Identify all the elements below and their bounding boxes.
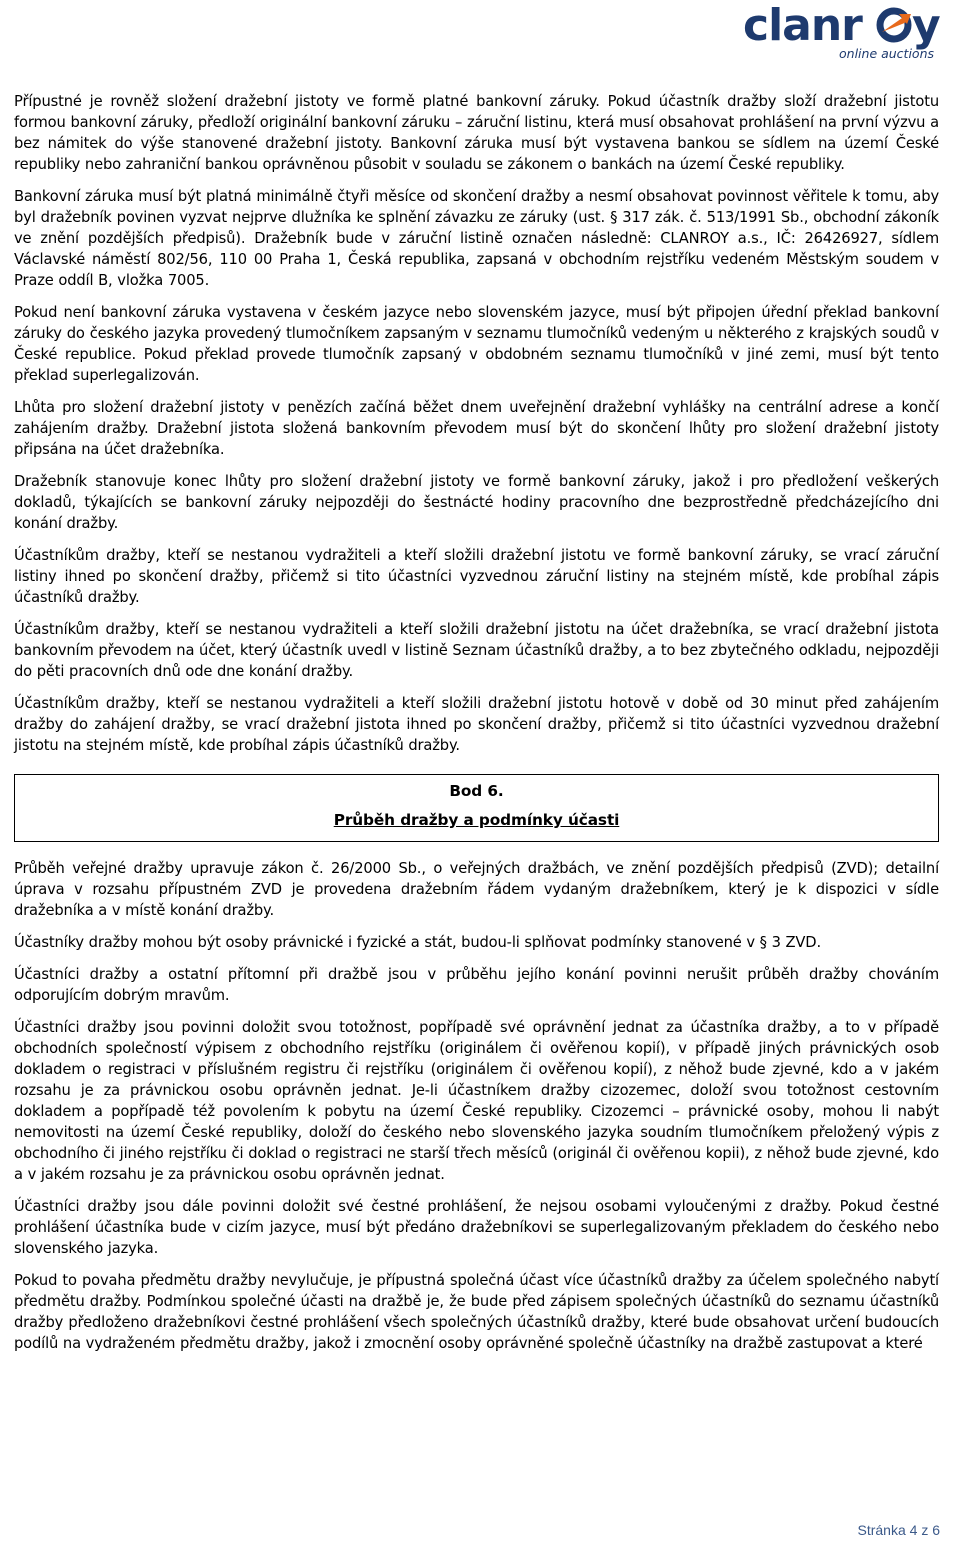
paragraph-conduct: Účastníci dražby a ostatní přítomní při dražbě jsou v průběhu jejího konání povinni nerušit průběh dražby chováním odporujícím dobrým mravům. (14, 966, 939, 1004)
page-number: Stránka 4 z 6 (857, 1522, 940, 1538)
paragraph-return-cash: Účastníkům dražby, kteří se nestanou vydražiteli a kteří složili dražební jistotu hotově v době od 30 minut před zahájením dražby do zahájení dražby, se vrací dražební jistota ihned po skončení dražby, přičemž si tito účastníci vyzvednou dražební jistotu na stejném místě, kde probíhal zápis účastníků dražby. (14, 695, 939, 754)
paragraph-guarantee-deadline: Dražebník stanovuje konec lhůty pro složení dražební jistoty ve formě bankovní záruky, jakož i pro předložení veškerých dokladů, týkajících se bankovní záruky nejpozději do šestnácté hodiny pracovního dne bezprostředně předcházejícího dni konání dražby. (14, 473, 939, 532)
paragraph-bank-guarantee-validity: Bankovní záruka musí být platná minimálně čtyři měsíce od skončení dražby a nesmí obsahovat povinnost věřitele k tomu, aby byl dražebník povinen vyzvat nejprve dlužníka ke splnění závazku ze záruky (ust. § 317 zák. č. 513/1991 Sb., obchodní zákoník ve znění pozdějších předpisů). Dražebník bude v záruční listině označen následně: CLANROY a.s., IČ: 26426927, sídlem Václavské náměstí 802/56, 110 00 Praha 1, Česká republika, zapsaná v obchodním rejstříku vedeném Městským soudem v Praze oddíl B, vložka 7005. (14, 188, 939, 289)
paragraph-deposit-deadline: Lhůta pro složení dražební jistoty v penězích začíná běžet dnem uveřejnění dražební vyhlášky na centrální adrese a končí zahájením dražby. Dražební jistota složená bankovním převodem musí být do skončení lhůty pro složení dražební jistoty připsána na účet dražebníka. (14, 399, 939, 458)
logo-y-arrow-icon (880, 11, 911, 39)
paragraph-declaration: Účastníci dražby jsou dále povinni doložit své čestné prohlášení, že nejsou osobami vyloučenými z dražby. Pokud čestné prohlášení účastníka bude v cizím jazyce, musí být předáno dražebníkovi se superlegalizovaným překladem do českého nebo slovenského jazyka. (14, 1198, 939, 1257)
clanroy-logo (741, 2, 956, 64)
document-body (14, 91, 939, 1365)
paragraph-return-transfer: Účastníkům dražby, kteří se nestanou vydražiteli a kteří složili dražební jistotu na účet dražebníka, se vrací dražební jistota bankovním převodem na účet, který účastník uvedl v listině Seznam účastníků dražby, a to bez zbytečného odkladu, nejpozději do pěti pracovních dnů ode dne konání dražby. (14, 621, 939, 680)
svg-text:online auctions: online auctions (839, 46, 935, 61)
section-title: Průběh dražby a podmínky účasti (333, 811, 620, 829)
paragraph-identity: Účastníci dražby jsou povinni doložit svou totožnost, popřípadě své oprávnění jednat za účastníka dražby, a to v případě obchodních společností výpisem z obchodního rejstříku (originálem či ověřenou kopií), v případě jiných právnických osob dokladem o registraci v příslušném registru či rejstříku (originálem či ověřenou kopií), z něhož bude zjevné, kdo a v jakém rozsahu je za právnickou osobu oprávněn jednat. Je-li účastníkem dražby cizozemec, doloží svou totožnost cestovním dokladem a popřípadě též povolením k pobytu na území České republiky. Cizozemci – právnické osoby, mohou li nabýt nemovitosti na území České republiky, doloží do českého nebo slovenského jazyka soudním tlumočníkem přeložený výpis z obchodního či jiného rejstříku či doklad o registraci ne starší třech měsíců (originál či ověřenou kopii), z něhož bude zjevné, kdo a v jakém rozsahu je za právnickou osobu oprávněn jednat. (14, 1019, 939, 1183)
paragraph-legal-basis: Průběh veřejné dražby upravuje zákon č. 26/2000 Sb., o veřejných dražbách, ve znění pozdějších předpisů (ZVD); detailní úprava v rozsahu přípustném ZVD je provedena dražebním řádem vydaným dražebníkem, který je k dispozici v sídle dražebníka a v místě konání dražby. (14, 860, 939, 919)
section-heading-box (14, 774, 939, 842)
paragraph-translation: Pokud není bankovní záruka vystavena v českém jazyce nebo slovenském jazyce, musí být připojen úřední překlad bankovní záruky do českého jazyka provedený tlumočníkem zapsaným v seznamu tlumočníků vedeným u některého z krajských soudů v České republice. Pokud překlad provede tlumočník zapsaný v obdobném seznamu tlumočníků v jiné zemi, musí být tento překlad superlegalizován. (14, 304, 939, 384)
svg-text:y: y (912, 2, 941, 51)
section-number: Bod 6. (449, 782, 504, 800)
paragraph-participants: Účastníky dražby mohou být osoby právnické i fyzické a stát, budou-li splňovat podmínky stanovené v § 3 ZVD. (14, 934, 821, 951)
paragraph-return-guarantee: Účastníkům dražby, kteří se nestanou vydražiteli a kteří složili dražební jistotu ve formě bankovní záruky, se vrací záruční listiny ihned po skončení dražby, přičemž si tito účastníci vyzvednou záruční listiny na stejném místě, kde probíhal zápis účastníků dražby. (14, 547, 939, 606)
svg-text:clanr: clanr (743, 2, 862, 51)
paragraph-bank-guarantee-intro: Přípustné je rovněž složení dražební jistoty ve formě platné bankovní záruky. Pokud účastník dražby složí dražební jistotu formou bankovní záruky, předloží originální bankovní záruku – záruční listinu, která musí obsahovat prohlášení na první výzvu a bez námitek do výše stanovené dražební jistoty. Bankovní záruka musí být vystavena bankou se sídlem na území České republiky nebo zahraniční bankou oprávněnou působit v souladu se zákonem o bankách na území České republiky. (14, 93, 939, 173)
paragraph-joint-participation: Pokud to povaha předmětu dražby nevylučuje, je přípustná společná účast více účastníků dražby za účelem společného nabytí předmětu dražby. Podmínkou společné účasti na dražbě je, že bude před zápisem společných účastníků do seznamu účastníků dražby předloženo dražebníkovi čestné prohlášení všech společných účastníků dražby, které bude obsahovat určení budoucích podílů na vydraženém předmětu dražby, jakož i zmocnění osoby oprávněné společně účastníky na dražbě zastupovat a které (14, 1272, 939, 1352)
